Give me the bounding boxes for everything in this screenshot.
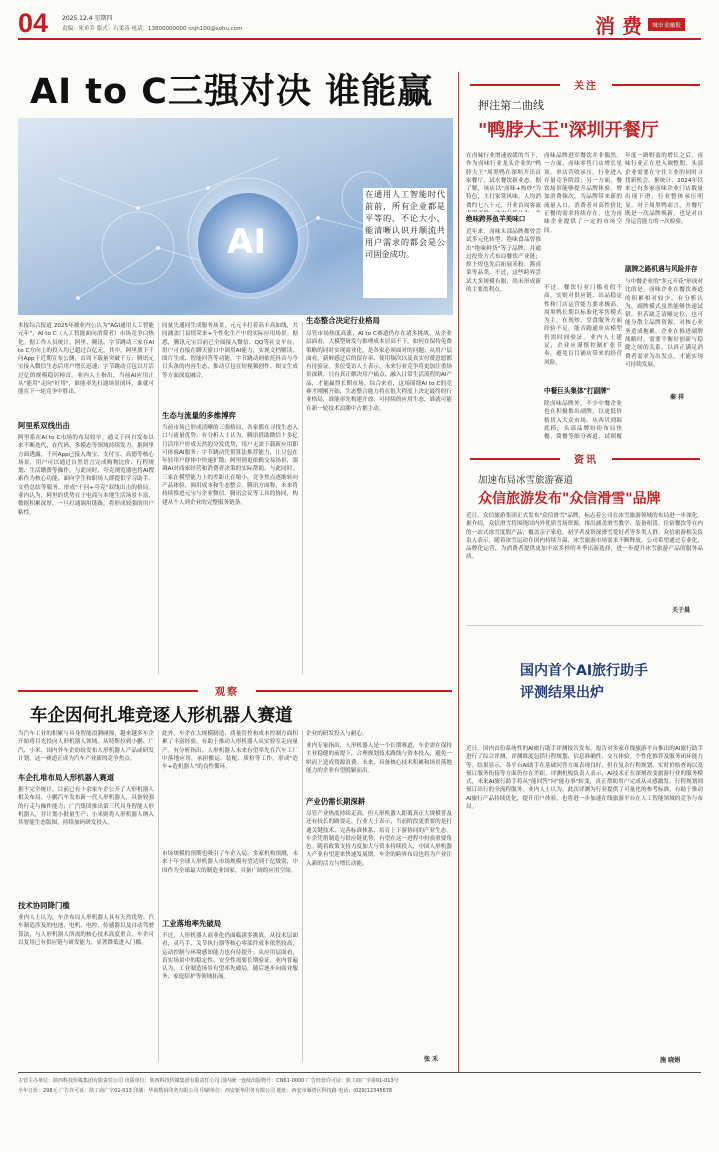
observe-title: 车企因何扎堆竞逐人形机器人赛道 bbox=[30, 706, 293, 726]
news-title: 众信旅游发布"众信滑雪"品牌 bbox=[478, 491, 661, 507]
observe-col3-subhead: 产业仍需长期深耕 bbox=[306, 797, 366, 806]
focus-rule bbox=[612, 84, 700, 86]
page-number: 04 bbox=[18, 8, 49, 38]
observe-col2: 此外，车企在大规模制造、质量管控和成本控制方面积累了丰富经验，有助于推动人形机器人从实验室走向量产。有分析指出，人形机器人未来有望率先在汽车工厂中落地应用，承担搬运、装配、质检等工作，形成"造车+造机器人"的良性循环。 bbox=[162, 731, 298, 771]
ota-title: 国内首个AI旅行助手评测结果出炉 bbox=[520, 663, 649, 701]
news-tag: 资讯 bbox=[574, 455, 598, 466]
focus-sub2: 中餐巨头集体"打副牌" bbox=[544, 387, 611, 395]
focus-col2b: 不过，餐饮行业门槛看似不高，实则对供应链、出品稳定性和门店运营能力要求极高。周黑鸭长期以标准化零售模式为主，在现炒、堂食服务方面经验不足，能否跑通单店模型仍需时间验证。业内人士建议，企业应谨慎控制扩张节奏，避免盲目铺店带来的经营风险。 bbox=[544, 285, 622, 366]
date-line: 2025.12.4 星期四 bbox=[62, 15, 113, 22]
lead-col1-subhead: 阿里系双线出击 bbox=[18, 421, 70, 430]
lead-col3-subhead: 生态整合决定行业格局 bbox=[306, 316, 380, 325]
focus-col1: 在卤味行业增速放缓的当下，作为卤味行业龙头企业的"鸭脖大王"周黑鸭在深圳开出首家餐厅，试水餐饮新业态。据了解，该店以"卤味+热炒"为特色，主打家常风味，人均消费约七八十元，开业首周客流 bbox=[466, 153, 541, 209]
footer-line2: 全年订价：298元 广告许可证：陕工商广字01-013 印刷：华商数码印务有限公司 印刷单位：西安新华印务有限公司 地址：西安市雁塔区科技路 电话：(029)12345678 bbox=[18, 1088, 393, 1094]
observe-col1-subhead: 车企扎堆布局人形机器人赛道 bbox=[18, 773, 115, 782]
divider bbox=[302, 322, 303, 674]
focus-sub1: 绝味跨界鱼羊美味口 bbox=[466, 215, 526, 223]
observe-tag: 观察 bbox=[215, 687, 239, 698]
lead-col1: 本报综合报道 2025年被业内公认为"AGI通用人工智能元年"，AI to C（人工智能面向消费者）市场竞争白热化。据工作人员统计，阿里、腾讯、字节跳动三家在AI to C方向上的投入均已超过百亿元，其中，阿里旗下千问App于近期宣布公测，首周下载量突破千万；腾讯元宝接入微信生态后用户增长迅速；字节跳动豆包以月活过亿的规模稳居榜首。业内人士指出，当前AI应用正从"能用"走向"好用"，谁能率先打通场景闭环，谁就可能在下一轮竞争中胜出。 bbox=[18, 323, 154, 396]
observe-rule bbox=[256, 690, 452, 692]
news-rule bbox=[470, 458, 560, 460]
news-kicker: 加速布局冰雪旅游赛道 bbox=[478, 475, 574, 486]
lead-col2-subhead: 生态与流量的多维博弈 bbox=[162, 411, 236, 420]
headline: AI to C三强对决 谁能赢 bbox=[30, 72, 434, 112]
ota-author: 施 晓娟 bbox=[660, 1057, 681, 1064]
staff-line: 责编：朱单乔 版式：石柔涛 电话：13800000000 cnjh100@sohu.com bbox=[62, 26, 243, 32]
lead-col3: 尽管市场热度高涨，AI to C赛道仍存在诸多挑战。从企业层面看，大模型研发与推理成本居高不下，如何在保持免费策略的同时实现商业化，是各家必须面对的问题；从用户层面看，新鲜感过后的留存率、使用频次以及真实付费意愿都有待验证。多位受访人士表示，未来行业竞争将更加注重场景深耕，只有真正解决用户痛点、融入日常生活流程的AI产品，才能赢得长期市场。综合来看，这场围绕AI to C的竞赛才刚刚开始，生态整合能力将在很大程度上决定最终的行业格局，谁能率先构建开放、可持续的应用生态，谁就可能在新一轮技术浪潮中占据主动。 bbox=[306, 331, 452, 412]
focus-col3: 年度一路野蛮的增长之后，卤味行业正在进入调整期，头部企业需要在守住主业的同时寻找新机会。据统计，2024年以来已有多家卤味企业门店数量出现下滑，行业整体承压明显。对于周黑鸭而言，开餐厅既是一次品牌焕新，也是对自身运营能力的一次检验。 bbox=[625, 153, 703, 226]
ai-badge: AI bbox=[227, 222, 266, 262]
observe-col3c: 尽管产业热度持续走高，但人形机器人距离真正大规模普及还有较长的路要走。行业人士表示，当前阶段更重要的是打通关键技术、完善标准体系、培育上下游协同的产业生态。车企凭借制造与供应链优势，有望在这一进程中扮演重要角色。随着政策支持力度加大与资本持续投入，中国人形机器人产业有望迎来快速发展期，车企的跨界布局也将为产业注入新的活力与增长动能。 bbox=[306, 811, 452, 867]
focus-col1b: 近年来，卤味头部品牌都曾尝试多元化转型。绝味食品曾推出"绝味鲜货"等子品牌，并通过投资方式布局餐饮产业链；煌上煌也先后拓展米粉、酱卤菜等品类。不过，这些跨界尝试大多规模有限，尚未形成新的主要盈利点。 bbox=[466, 229, 541, 294]
ota-body: 近日，国内首份系统性的AI旅行助手评测报告发布。报告对多家在线旅游平台推出的AI旅行助手进行了综合评测，评测维度包括行程规划、信息准确性、交互体验、个性化推荐及服务闭环能力等。结果显示，各平台AI助手在基础问答方面表现良好，但在复杂行程规划、实时价格查询以及预订服务衔接等方面仍存在差距。评测机构负责人表示，AI技术正在深刻改变旅游行业的服务模式，未来AI旅行助手将从"能回答"向"能办事"转变，真正帮助用户完成从灵感激发、行程规划到预订出行的全流程服务。业内人士认为，此次评测为行业提供了可量化的参考标准，有助于推动AI旅行产品持续优化，提升用户体验，也将进一步加速在线旅游平台在人工智能领域的竞争与布局。 bbox=[466, 746, 703, 811]
observe-col1c: 业内人士认为，车企布局人形机器人具有天然优势。汽车制造涉及的电池、电机、电控、传感器以及自动驾驶算法，与人形机器人所需的核心技术高度重合，车企可以复用已有供应链与研发能力，显著降低进入门槛。 bbox=[18, 915, 154, 946]
news-body: 近日，众信旅游集团正式发布"众信滑雪"品牌，标志着公司在冰雪旅游领域的布局进一步深化。据介绍，众信滑雪将围绕国内外优质雪场资源，推出涵盖滑雪教学、装备租赁、住宿餐饮等在内的一站式冰雪度假产品，覆盖亲子家庭、初学者及资深滑雪爱好者等多类人群。众信旅游相关负责人表示，随着冰雪运动在国内持续升温，冰雪旅游市场需求不断释放，公司希望通过专业化、品牌化运营，为消费者提供更加丰富多样的冬季出游选择，进一步提升冰雪旅游产品的服务品质。 bbox=[466, 513, 703, 561]
observe-author: 张 禾 bbox=[424, 1056, 439, 1063]
divider bbox=[458, 72, 459, 1072]
focus-col2c: 除卤味品牌外，不少中餐企业也在积极推出副牌，以更低价格切入大众市场。从西贝到海底捞，头部品牌纷纷布局快餐、简餐等细分赛道，试图覆 bbox=[544, 401, 622, 440]
observe-col2-subhead: 工业落地率先破局 bbox=[162, 919, 222, 928]
footer-rule bbox=[18, 1072, 701, 1073]
focus-col2: 卤味品牌进军餐饮并非偶然。一方面，卤味零售门店增长见顶，单店营收承压，行业进入存量竞争阶段；另一方面，餐饮场景能够提升品牌体验，增加消费频次，为品牌带来新的流量入口。消费者对高性价比正餐的需求持续存在，也为卤味企业提供了一定的市场空间。 bbox=[544, 153, 622, 234]
focus-title: "鸭脖大王"深圳开餐厅 bbox=[478, 120, 659, 141]
divider bbox=[158, 322, 159, 674]
lead-col1b: 阿里系在AI to C市场的布局较早。通义千问自发布以来不断迭代，在代码、多模态等领域持续发力。据阿里方面透露，千问App已接入淘宝、支付宝、高德等核心场景，用户可以通过自然语言完成购物比价、行程规划、生活缴费等操作。与此同时，夸克浏览器也将AI搜索作为核心功能，面向学生和职场人群提供学习助手、文档总结等服务，形成"千问+夸克"双线出击的格局。业内认为，阿里的优势在于电商与本地生活场景丰富，数据积累深厚，一旦打通调用链路，将形成较强的用户粘性。 bbox=[18, 435, 154, 516]
divider bbox=[158, 730, 159, 1062]
focus-rule bbox=[470, 84, 560, 86]
footer-line1: 主管主办单位：陕西科技传媒集团有限责任公司 出版单位：陕西科技传媒集团有限责任公司 国内统一连续出版物号：CN61-0000 广告经营许可证：陕工商广字第01-013号 bbox=[18, 1078, 399, 1084]
focus-author: 秦 祥 bbox=[670, 394, 685, 401]
lead-col2: 同量失通同生成服务场景，元元丰打着高丰高如线，共同涵盖门县情采来+个性化生产中的实际应用场景。据悉，腾讯元宝目前已全面接入微信、QQ等社交平台，用户可直接在聊天窗口中调用AI能力，实现文档解读、图片生成、智能问答等功能，字节跳动则依托抖音与今日头条的内容生态，推动豆包在短视频创作、图文生成等方面深度融合。 bbox=[162, 323, 298, 379]
section-title: 消 费 bbox=[595, 14, 642, 38]
observe-col1b: 据不完全统计，目前已有十余家车企公开了人形机器人相关布局。小鹏汽车发布新一代人形机器人，具备较强的行走与操作能力；广汽集团推出第三代具身智能人形机器人，并计划小批量生产；小米则将人形机器人纳入其智能生态版图，持续加码研发投入。 bbox=[18, 787, 154, 827]
observe-col3: 企业的研发投入与耐心。 bbox=[306, 731, 368, 737]
hero-caption: 在通用人工智能时代前前，所有企业都是平等的，不论大小，能清晰认识并顺流共用户需求的都会是公司固金成功。 bbox=[363, 188, 447, 298]
observe-col2c: 不过，人形机器人商业化仍面临诸多挑战。从技术层面看，灵巧手、关节执行器等核心零部件成本依然较高，运动控制与环境感知能力也有待提升；从应用层面看，真实场景中的稳定性、安全性需要长期验证。业内普遍认为，工业制造场景有望率先破局，随后逐步向商业服务、家庭陪护等领域拓展。 bbox=[162, 933, 298, 981]
observe-col3b: 业内专家指出，人形机器人是一个长期赛道，车企需在保持主业稳健的前提下，合理规划技术路线与资本投入，避免一哄而上造成资源浪费。未来，具备核心技术积累和场景落地能力的企业有望脱颖而出。 bbox=[306, 743, 452, 774]
focus-kicker: 押注第二曲线 bbox=[478, 99, 544, 112]
header-rule bbox=[18, 38, 701, 40]
section-badge: 城市金融报 bbox=[648, 18, 685, 31]
focus-col3-subhead: 副牌之路机遇与风险并存 bbox=[625, 265, 698, 273]
news-author: 关于晨 bbox=[672, 607, 691, 614]
observe-col1: 当汽车工业的积累与具身智能浪潮碰撞，越来越多车企开始将目光投向人形机器人领域。从特斯拉到小鹏、广汽、小米，国内外车企纷纷发布人形机器人产品或研发计划，这一赛道正成为汽车产业新的竞争焦点。 bbox=[18, 731, 154, 762]
observe-rule bbox=[18, 690, 198, 692]
focus-col3b: 与中餐企业的"多元开花"形成对比的是，卤味企业在餐饮赛道的积累相对较少。有分析认为，副牌模式虽然能够快速试错，但若缺乏清晰定位，也可能分散主品牌资源，对核心业务造成拖累。企业在推进副牌战略时，需要平衡好创新与稳健之间的关系，以真正满足消费者需求为出发点，才能实现可持续发展。 bbox=[625, 279, 703, 368]
news-rule bbox=[612, 458, 700, 460]
observe-col2b: 市场规模的预期也吸引了车企入局。多家机构预测，未来十年全球人形机器人市场规模有望达到千亿级别，中国作为全球最大的制造业国家，具备广阔的应用空间。 bbox=[162, 851, 298, 874]
focus-tag: 关注 bbox=[574, 81, 598, 92]
observe-col1-subhead2: 技术协同降门槛 bbox=[18, 901, 70, 910]
divider bbox=[302, 730, 303, 1062]
lead-col2b: 当前市场已形成清晰的三强格局，各家都在寻找生态入口与流量优势。有分析人士认为，腾讯借助微信十多亿月活用户形成天然的分发优势，用户无需下载新应用即可体验AI服务；字节跳动凭借算法推荐能力，让豆包在年轻用户群体中快速扩散；阿里则更依赖交易场景，强调AI对商家经营和消费者决策的实际帮助。与此同时，三家在模型能力上的差距正在缩小，竞争焦点逐渐转向产品体验、调用成本和生态整合。腾讯方面称，未来将持续推进元宝与企业微信、腾讯会议等工具的协同，构建从个人到企业的完整服务链条。 bbox=[162, 425, 298, 506]
